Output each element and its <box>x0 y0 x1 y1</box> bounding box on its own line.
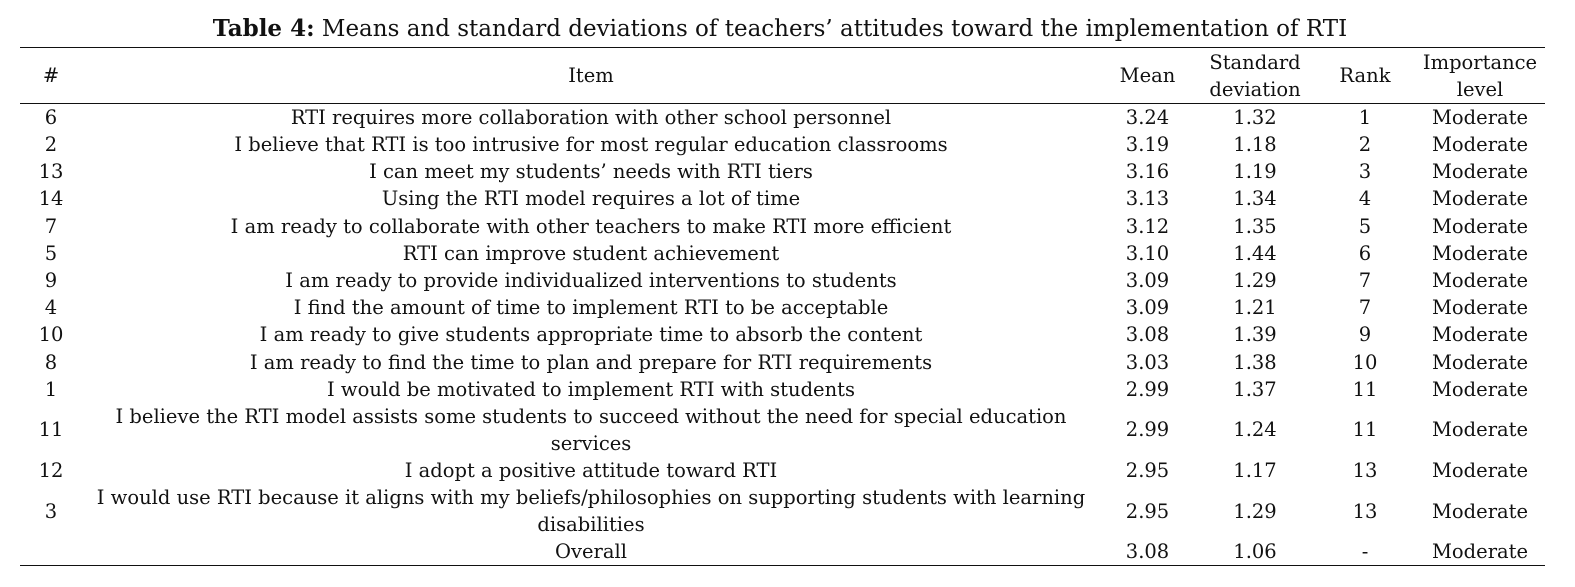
table-row <box>20 294 1545 321</box>
table-row <box>20 104 1545 132</box>
cell-num: 3 <box>44 499 58 523</box>
header-rank: Rank <box>1315 48 1415 104</box>
table-row <box>20 349 1545 376</box>
cell-mean: 3.09 <box>1125 296 1170 320</box>
cell-rank: 7 <box>1358 296 1372 320</box>
cell-sd: 1.39 <box>1233 323 1277 347</box>
header-sd-line1: Standard <box>1209 50 1301 74</box>
cell-sd: 1.17 <box>1233 458 1277 482</box>
cell-sd: 1.32 <box>1233 106 1277 129</box>
overall-importance: Moderate <box>1415 538 1545 566</box>
cell-importance: Moderate <box>1431 323 1529 347</box>
cell-num: 5 <box>44 241 58 265</box>
header-item: Item <box>82 48 1100 104</box>
cell-sd: 1.24 <box>1233 418 1277 442</box>
table-caption-text: Means and standard deviations of teachers’ attitudes toward the implementation of RTI <box>314 16 1348 42</box>
header-row <box>20 48 1545 104</box>
cell-item: I can meet my students’ needs with RTI tiers <box>369 160 813 184</box>
table-caption-label: Table 4: <box>212 15 315 42</box>
cell-sd: 1.18 <box>1233 133 1277 157</box>
overall-sd: 1.06 <box>1195 538 1315 566</box>
cell-mean: 3.08 <box>1125 323 1170 347</box>
cell-mean: 3.03 <box>1125 350 1170 374</box>
cell-num: 9 <box>44 269 58 293</box>
table-row <box>20 213 1545 240</box>
cell-sd: 1.38 <box>1233 350 1277 374</box>
cell-item: I adopt a positive attitude toward RTI <box>404 458 778 482</box>
cell-num: 7 <box>44 214 58 238</box>
cell-mean: 2.99 <box>1125 418 1170 442</box>
table-caption <box>0 14 1560 44</box>
cell-sd: 1.29 <box>1233 499 1277 523</box>
cell-importance: Moderate <box>1431 350 1529 374</box>
header-mean: Mean <box>1100 48 1195 104</box>
overall-num <box>20 538 82 566</box>
cell-num: 4 <box>44 296 58 320</box>
cell-importance: Moderate <box>1431 418 1529 442</box>
cell-mean: 2.99 <box>1125 377 1170 401</box>
overall-mean: 3.08 <box>1100 538 1195 566</box>
cell-item: I am ready to collaborate with other teachers to make RTI more efficient <box>230 214 952 238</box>
cell-rank: 9 <box>1358 323 1372 347</box>
cell-num: 14 <box>38 187 64 211</box>
cell-mean: 3.16 <box>1125 160 1170 184</box>
cell-rank: 2 <box>1358 133 1372 157</box>
cell-importance: Moderate <box>1431 106 1529 129</box>
cell-mean: 2.95 <box>1125 458 1170 482</box>
cell-rank: 13 <box>1352 499 1378 523</box>
cell-importance: Moderate <box>1431 214 1529 238</box>
cell-rank: 11 <box>1352 377 1378 401</box>
cell-mean: 3.10 <box>1125 241 1170 265</box>
cell-importance: Moderate <box>1431 133 1529 157</box>
table-row <box>20 240 1545 267</box>
overall-item: Overall <box>82 538 1100 566</box>
table-row <box>20 457 1545 484</box>
table-row <box>20 403 1545 457</box>
cell-num: 10 <box>38 323 64 347</box>
cell-num: 6 <box>44 106 58 129</box>
cell-item: I am ready to give students appropriate time to absorb the content <box>259 323 923 347</box>
cell-importance: Moderate <box>1431 296 1529 320</box>
header-sd <box>1195 48 1315 104</box>
cell-importance: Moderate <box>1431 160 1529 184</box>
cell-num: 13 <box>38 160 64 184</box>
table-row <box>20 131 1545 158</box>
attitudes-table <box>20 47 1545 566</box>
cell-sd: 1.35 <box>1233 214 1277 238</box>
cell-num: 8 <box>44 350 58 374</box>
cell-importance: Moderate <box>1431 187 1529 211</box>
cell-item: I would use RTI because it aligns with my beliefs/philosophies on supporting students with learning disabilities <box>96 486 1086 537</box>
cell-rank: 11 <box>1352 418 1378 442</box>
cell-rank: 6 <box>1358 241 1372 265</box>
cell-rank: 13 <box>1352 458 1378 482</box>
cell-item: I believe the RTI model assists some students to succeed without the need for special education services <box>115 404 1067 455</box>
header-importance-line2: level <box>1456 77 1504 101</box>
table-row <box>20 484 1545 538</box>
table-row <box>20 158 1545 185</box>
cell-importance: Moderate <box>1431 269 1529 293</box>
overall-row <box>20 538 1545 566</box>
cell-mean: 2.95 <box>1125 499 1170 523</box>
table-row <box>20 267 1545 294</box>
table-body <box>20 104 1545 566</box>
cell-mean: 3.24 <box>1125 106 1170 129</box>
cell-rank: 3 <box>1358 160 1372 184</box>
cell-sd: 1.34 <box>1233 187 1277 211</box>
cell-item: Using the RTI model requires a lot of time <box>381 187 801 211</box>
cell-sd: 1.29 <box>1233 269 1277 293</box>
table-header <box>20 48 1545 104</box>
cell-rank: 1 <box>1358 106 1372 129</box>
cell-item: I am ready to find the time to plan and prepare for RTI requirements <box>249 350 933 374</box>
table-row <box>20 185 1545 212</box>
cell-item: I am ready to provide individualized interventions to students <box>285 269 897 293</box>
header-num: # <box>20 48 82 104</box>
cell-sd: 1.44 <box>1233 241 1277 265</box>
cell-mean: 3.19 <box>1125 133 1170 157</box>
header-importance <box>1415 48 1545 104</box>
cell-item: I find the amount of time to implement RTI to be acceptable <box>293 296 889 320</box>
cell-num: 2 <box>44 133 58 157</box>
cell-sd: 1.37 <box>1233 377 1277 401</box>
table-row <box>20 376 1545 403</box>
cell-importance: Moderate <box>1431 241 1529 265</box>
cell-mean: 3.12 <box>1125 214 1170 238</box>
cell-item: RTI can improve student achievement <box>402 241 780 265</box>
cell-rank: 4 <box>1358 187 1372 211</box>
header-sd-line2: deviation <box>1209 77 1301 101</box>
cell-sd: 1.19 <box>1233 160 1277 184</box>
cell-mean: 3.09 <box>1125 269 1170 293</box>
cell-item: I believe that RTI is too intrusive for most regular education classrooms <box>234 133 948 157</box>
overall-rank: - <box>1315 538 1415 566</box>
cell-rank: 7 <box>1358 269 1372 293</box>
cell-importance: Moderate <box>1431 458 1529 482</box>
cell-mean: 3.13 <box>1125 187 1170 211</box>
cell-item: RTI requires more collaboration with other school personnel <box>290 106 892 129</box>
header-importance-line1: Importance <box>1422 50 1538 74</box>
cell-rank: 5 <box>1358 214 1372 238</box>
cell-sd: 1.21 <box>1233 296 1277 320</box>
cell-num: 1 <box>44 377 58 401</box>
cell-num: 11 <box>38 418 64 442</box>
cell-num: 12 <box>38 458 64 482</box>
table-row <box>20 321 1545 348</box>
cell-rank: 10 <box>1352 350 1378 374</box>
cell-importance: Moderate <box>1431 377 1529 401</box>
cell-importance: Moderate <box>1431 499 1529 523</box>
cell-item: I would be motivated to implement RTI with students <box>326 377 855 401</box>
